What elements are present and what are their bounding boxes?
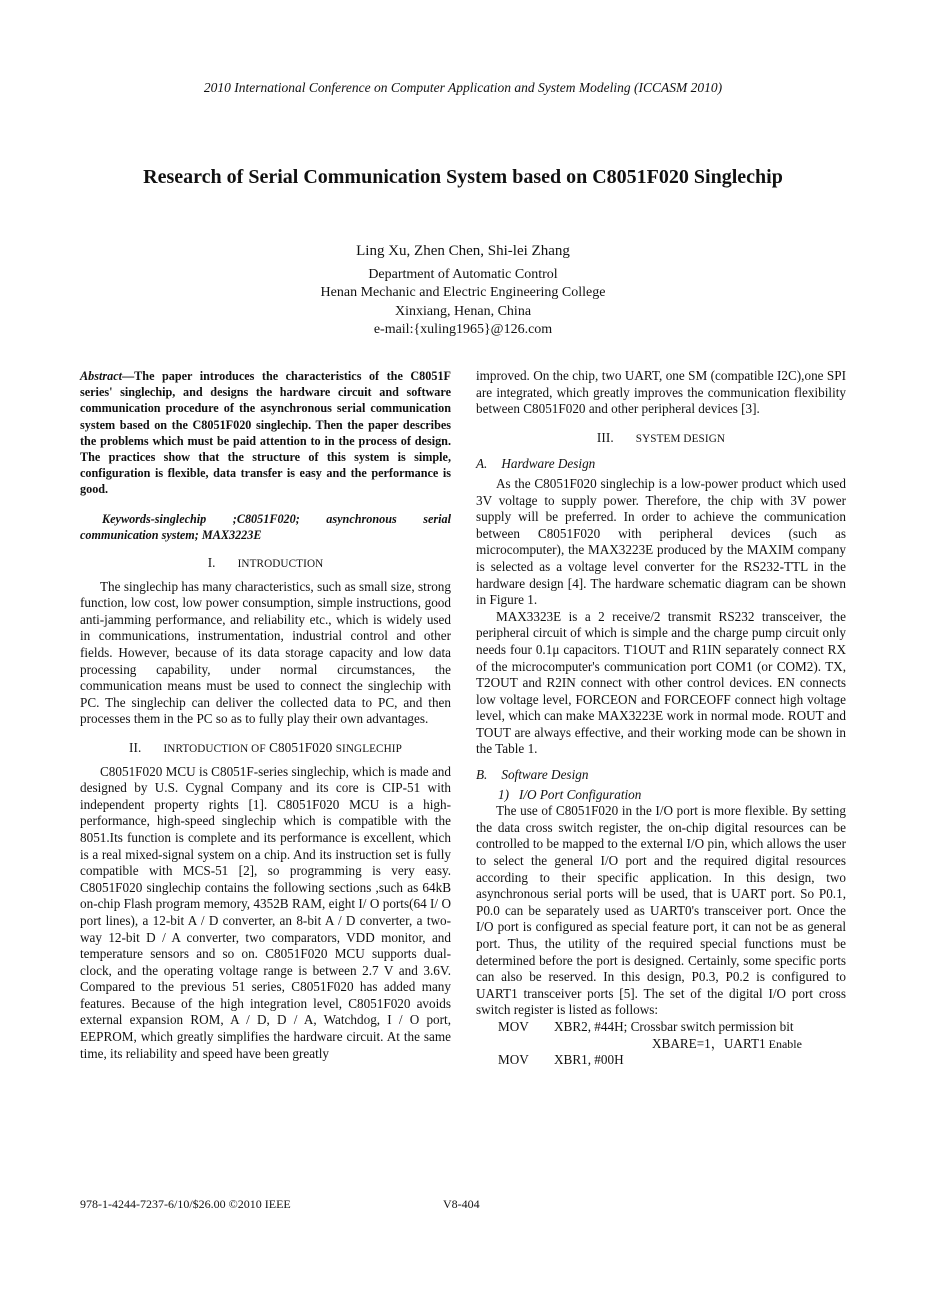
code-opcode: MOV: [498, 1052, 529, 1068]
footer-page-number: V8-404: [443, 1197, 480, 1211]
author-list: Ling Xu, Zhen Chen, Shi-lei Zhang: [356, 243, 570, 259]
affiliation-college: Henan Mechanic and Electric Engineering College: [320, 285, 606, 301]
abstract-text: The paper introduces the characteristics of the C8051F series' singlechip, and designs the hardware circuit and software communication procedure of the asynchronous serial communication system based on the C8051F020 singlechip. Then the paper describes the problems which must be paid attention to in the process of design. The practices show that the structure of this system is simple, configuration is flexible, data transfer is easy and the performance is good.: [80, 369, 451, 497]
abstract-lead: Abstract: [80, 369, 122, 383]
keywords: Keywords-singlechip ;C8051F020; asynchronous serial communication system; MAX3223E: [80, 511, 451, 542]
affiliation-email: e-mail:{xuling1965}@126.com: [373, 321, 553, 337]
section-number: III.: [596, 429, 614, 445]
code-operand: XBR1, #00H: [554, 1052, 624, 1068]
hardware-paragraph-2: MAX3323E is a 2 receive/2 transmit RS232 transceiver, the peripheral circuit of which is simple and the charge pump circuit only needs four 0.1μ capacitors. T1OUT and R1IN separately connect RX of the microcomputer's communication port COM1 (or COM2). TX, T2OUT and R2IN connect with other control devices. EN connects low voltage level, FORCEON and FORCEOFF connect high voltage level, which can make MAX3223E work in normal mode. ROUT and TOUT are always effective, and their working mode can be shown in the Table 1.: [476, 608, 846, 757]
section-heading-introduction: [80, 555, 451, 573]
hardware-paragraph-1: As the C8051F020 singlechip is a low-power product which used 3V voltage to supply power. Therefore, the chip with 3V power supply will be preferred. In order to achieve the communication between C8051F020 with peripheral devices (such as microcomputer), the MAX3223E produced by the MAXIM company is selected as a voltage level converter for the RS232-TTL in the hardware design [4]. The hardware schematic diagram can be shown in Figure 1.: [476, 475, 846, 608]
subsection-title: Hardware Design: [501, 456, 596, 472]
paper-title: Research of Serial Communication System based on C8051F020 Singlechip: [143, 166, 783, 188]
section-number: II.: [129, 739, 142, 755]
section-heading-system-design: [476, 430, 846, 448]
subsection-title: Software Design: [501, 767, 589, 783]
code-opcode: MOV: [498, 1018, 529, 1034]
code-listing: [476, 1019, 846, 1069]
introduction-paragraph: The singlechip has many characteristics, such as small size, strong function, low cost, low power consumption, simple instructions, good anti-jamming performance, and reliability etc., which is widely used in communications, instrumentation, industrial control and other fields. However, because of its data storage capacity and low data processing capability, under normal circumstances, the communication means must be used to connect the singlechip with PC. The singlechip can deliver the collected data to PC, and then processes them in the PC so as to fully play their own advantages.: [80, 578, 451, 727]
code-line-continuation: [476, 1036, 846, 1053]
abstract-dash: —: [121, 369, 135, 383]
code-comment: XBARE=1，UART1: [652, 1035, 766, 1051]
section-title-part-a: INRTODUCTION OF: [163, 742, 266, 755]
section-title-part-c: SINGLECHIP: [335, 742, 402, 755]
section-heading-c8051: [80, 740, 451, 758]
conference-header: 2010 International Conference on Computer Application and System Modeling (ICCASM 2010): [203, 80, 723, 95]
subsubsection-heading-io: [498, 787, 846, 804]
software-paragraph-1: The use of C8051F020 in the I/O port is more flexible. By setting the data cross switch register, the on-chip digital resources can be controlled to be mapped to the external I/O pin, which allows the user to select the general I/O port and the required digital resources according to their specific application. In this design, two asynchronous serial ports will be used, that is UART port. So P0.1, P0.0 can be separately used as UART0's transceiver port. Once the I/O port is configured as special feature port, it can not be as general port. Thus, the utility of the required special functions must be determined before the port is designed. Certainly, some specific ports can also be reserved. In this design, P0.3, P0.2 is configured to UART1 transceiver ports [5]. The set of the digital I/O port cross switch register is listed as follows:: [476, 803, 846, 1018]
code-line: [476, 1052, 846, 1069]
section-number: I.: [207, 555, 216, 571]
affiliation-location: Xinxiang, Henan, China: [394, 303, 532, 319]
affiliation-department: Department of Automatic Control: [368, 267, 558, 282]
section-title-part-b: C8051F020: [269, 739, 333, 755]
right-column: [476, 368, 846, 1069]
code-operand: XBR2, #44H; Crossbar switch permission bit: [554, 1018, 794, 1034]
subsection-heading-software: [476, 767, 846, 784]
footer-isbn: 978-1-4244-7237-6/10/$26.00 ©2010 IEEE: [80, 1197, 291, 1211]
subsection-heading-hardware: [476, 456, 846, 473]
affiliation-block: [0, 266, 926, 339]
subsection-number: A.: [476, 456, 488, 472]
left-column: [80, 368, 451, 1062]
code-comment-small: Enable: [765, 1036, 802, 1051]
section-title: INTRODUCTION: [237, 558, 324, 571]
subsubsection-title: I/O Port Configuration: [519, 786, 642, 802]
code-line: [476, 1019, 846, 1036]
c8051-paragraph-continued: improved. On the chip, two UART, one SM (compatible I2C),one SPI are integrated, which greatly improves the communication flexibility between C8051F020 and other peripheral devices [3].: [476, 368, 846, 417]
section-title: SYSTEM DESIGN: [635, 432, 726, 445]
abstract: [80, 368, 451, 498]
subsubsection-number: 1): [498, 786, 509, 802]
subsection-number: B.: [476, 767, 488, 783]
c8051-paragraph: C8051F020 MCU is C8051F-series singlechip, which is made and designed by U.S. Cygnal Company and its core is CIP-51 with independent property rights [1]. C8051F020 MCU is a high-performance, high-speed singlechip which is compatible with the 8051.Its function is complete and its performance is excellent, which is a real mixed-signal system on a chip. And its instruction set is fully compatible with MCS-51 [2], so programming is very easy. C8051F020 singlechip contains the following sections ,such as 64kB on-chip Flash program memory, 4352B RAM, eight I/ O ports(64 I/ O port lines), a 12-bit A / D converter, an 8-bit A / D converter, a two-way 12-bit D / A converter, two comparators, VDD monitor, and temperature sensors and so on. C8051F020 MCU supports dual-clock, and the operating voltage range is between 2.7 V and 3.6V. Compared to the previous 51 series, C8051F020 has added many features. Because of the high integration level, C8051F020 avoids external expansion ROM, A / D, D / A, Watchdog, I / O port, EEPROM, which greatly simplifies the hardware circuit. At the same time, its reliability and speed have been greatly: [80, 763, 451, 1061]
